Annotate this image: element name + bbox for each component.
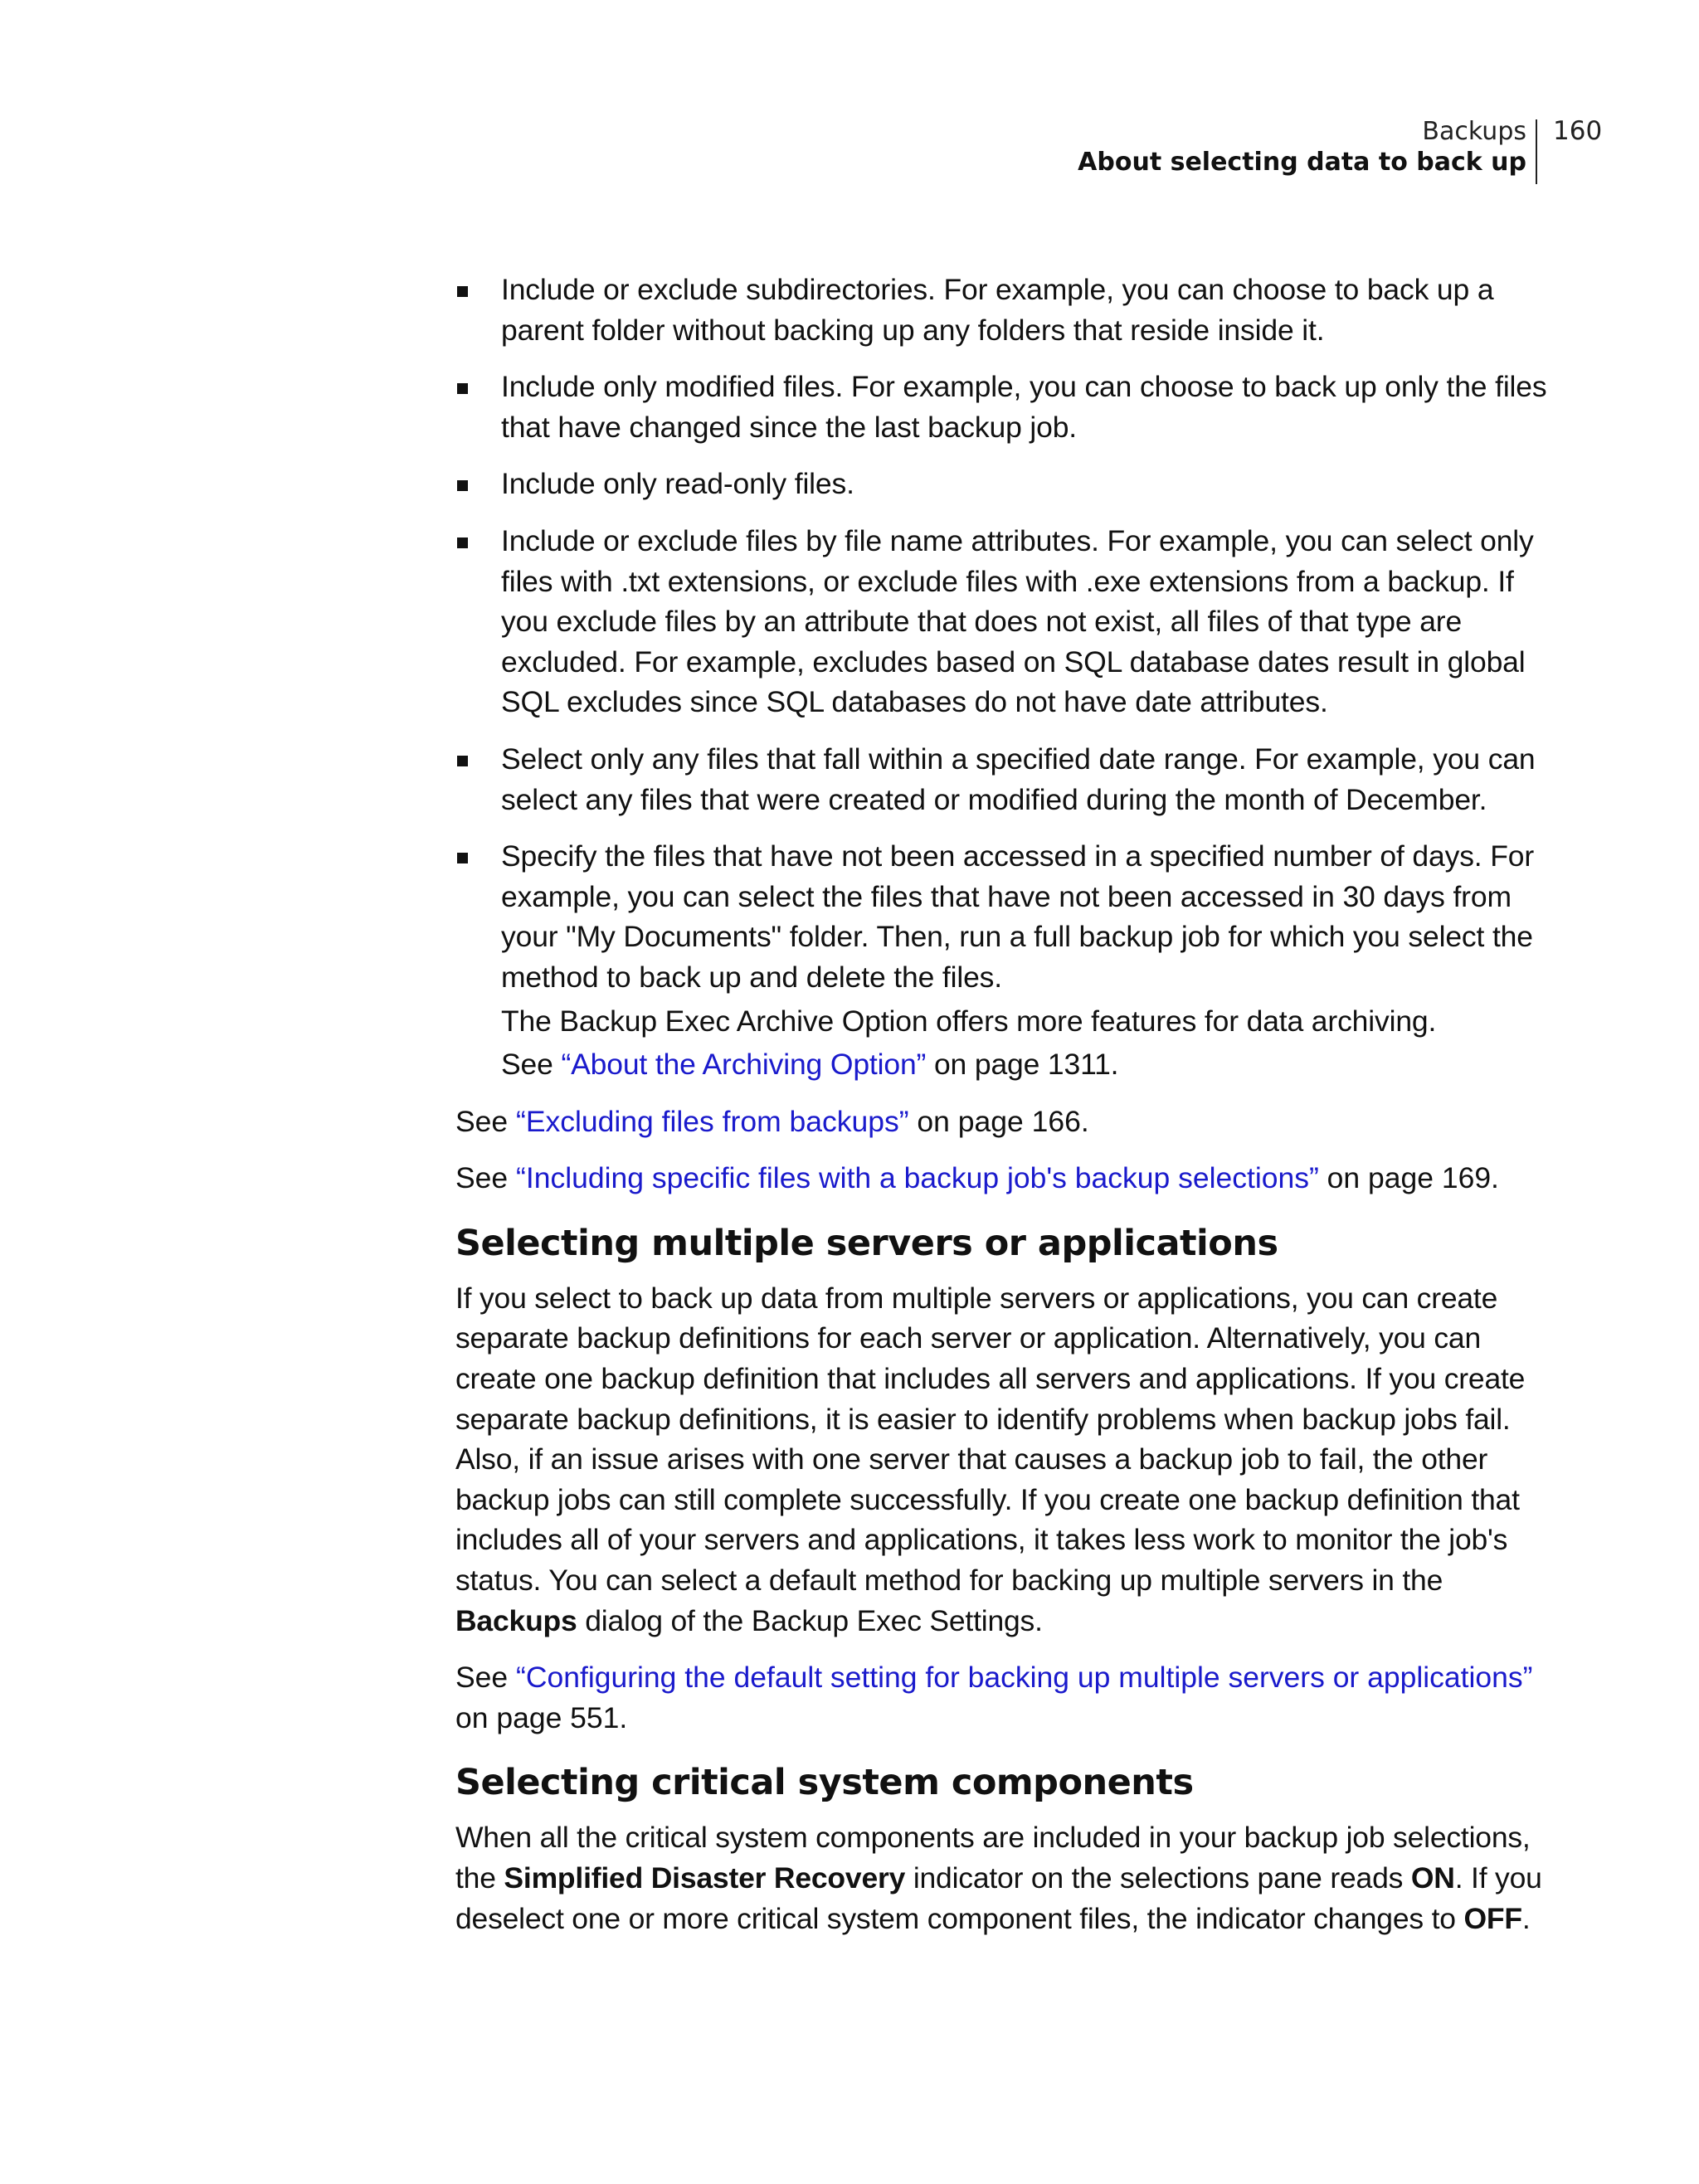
square-bullet-icon: [457, 383, 468, 394]
chapter-title: Backups: [1422, 117, 1526, 146]
page-content: [455, 270, 1551, 1955]
see-also-configuring: [455, 1657, 1551, 1738]
page-reference: on page 166.: [908, 1104, 1089, 1138]
paragraph-text: If you select to back up data from multiple servers or applications, you can create separate backup definitions for each server or application. Alternatively, you can create one backup definition that includes all servers and applications. If you create separate backup definitions, it is easier to identify problems when backup jobs fail. Also, if an issue arises with one server that causes a backup job to fail, the other backup jobs can still complete successfully. If you create one backup definition that includes all of your servers and applications, it takes less work to monitor the job's status. You can select a default method for backing up multiple servers in the: [455, 1281, 1526, 1598]
paragraph-tail: dialog of the Backup Exec Settings.: [577, 1603, 1043, 1637]
list-item-text: Include or exclude files by file name attributes. For example, you can select only files with .txt extensions, or exclude files with .exe extensions from a backup. If you exclude files by an attribute that does not exist, all files of that type are excluded. For example, excludes based on SQL database dates result in global SQL excludes since SQL databases do not have date attributes.: [501, 523, 1534, 719]
including-files-link[interactable]: “Including specific files with a backup job's backup selections”: [516, 1161, 1319, 1195]
heading-multiple-servers: Selecting multiple servers or applications: [455, 1222, 1278, 1264]
list-item: [455, 836, 1551, 1085]
square-bullet-icon: [457, 853, 468, 863]
list-item-text: Include only read-only files.: [501, 467, 854, 501]
paragraph-text: . If you deselect one or more critical system component files, the indicator changes to: [455, 1861, 1542, 1935]
list-item: [455, 270, 1551, 350]
list-item: [455, 739, 1551, 820]
see-also-including: [455, 1158, 1551, 1199]
square-bullet-icon: [457, 537, 468, 548]
running-header: [801, 116, 1603, 186]
list-item-text: Include or exclude subdirectories. For example, you can choose to back up a parent folder without backing up any folders that reside inside it.: [501, 273, 1494, 347]
paragraph-text: indicator on the selections pane reads: [905, 1861, 1411, 1895]
see-also-excluding: [455, 1102, 1551, 1142]
archive-option-reference: [501, 1044, 1551, 1085]
list-item-text: Select only any files that fall within a specified date range. For example, you can select any files that were created or modified during the month of December.: [501, 742, 1536, 816]
archive-option-note: The Backup Exec Archive Option offers more features for data archiving.: [501, 1004, 1437, 1038]
see-prefix: See: [501, 1048, 562, 1082]
paragraph-text: .: [1521, 1901, 1531, 1935]
archiving-option-link[interactable]: “About the Archiving Option”: [561, 1048, 927, 1082]
configuring-default-setting-link[interactable]: “Configuring the default setting for backing up multiple servers or applications”: [516, 1661, 1533, 1695]
list-item-text: Specify the files that have not been accessed in a specified number of days. For example, you can select the files that have not been accessed in 30 days from your "My Documents" folder. Then, run a full backup job for which you select the method to back up and delete the files.: [501, 839, 1535, 994]
square-bullet-icon: [457, 756, 468, 766]
square-bullet-icon: [457, 286, 468, 297]
list-item: [455, 464, 1551, 504]
section-title: About selecting data to back up: [1078, 148, 1526, 177]
critical-components-paragraph: [455, 1817, 1551, 1938]
indicator-off-value: OFF: [1463, 1901, 1522, 1935]
page-reference: on page 551.: [455, 1700, 628, 1734]
backups-dialog-name: Backups: [455, 1603, 577, 1637]
indicator-on-value: ON: [1410, 1861, 1455, 1895]
simplified-disaster-recovery-label: Simplified Disaster Recovery: [504, 1861, 906, 1895]
excluding-files-link[interactable]: “Excluding files from backups”: [516, 1104, 909, 1138]
page-reference: on page 169.: [1318, 1161, 1499, 1195]
page-reference: on page 1311.: [926, 1048, 1119, 1082]
paragraph-text: When all the critical system components are included in your backup job selections, the: [455, 1821, 1531, 1895]
list-item-text: Include only modified files. For example, you can choose to back up only the files that have changed since the last backup job.: [501, 370, 1547, 444]
header-divider: [1536, 119, 1537, 184]
see-prefix: See: [455, 1661, 517, 1695]
list-item: [455, 521, 1551, 722]
see-prefix: See: [455, 1161, 517, 1195]
see-prefix: See: [455, 1104, 517, 1138]
feature-bullet-list: [455, 270, 1551, 1085]
list-item: [455, 367, 1551, 447]
heading-critical-components: Selecting critical system components: [455, 1762, 1194, 1804]
page-number: 160: [1553, 116, 1603, 146]
running-header-text: [1078, 116, 1526, 178]
square-bullet-icon: [457, 480, 468, 491]
multiple-servers-paragraph: [455, 1278, 1551, 1641]
